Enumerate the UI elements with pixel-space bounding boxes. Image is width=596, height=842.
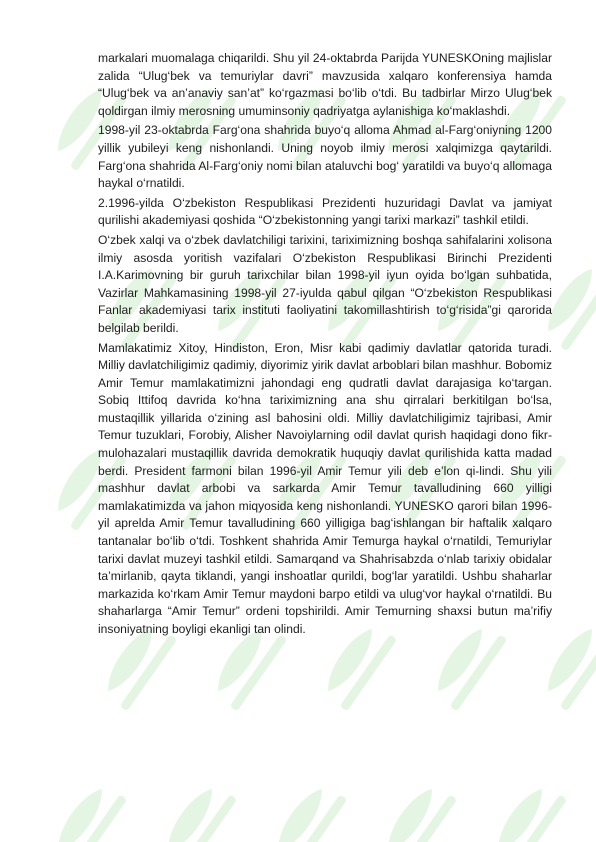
watermark-mark [486,778,567,842]
paragraph-1: markalari muomalaga chiqarildi. Shu yil 24-oktabrda Parijda YUNESKOning majlislar zalida “Ulug‘bek va temuriylar davri” mavzusida xalqaro konferensiya hamda “Ulug‘bek va an’anaviy san’at” ko‘rgazmasi bo‘lib o‘tdi. Bu tadbirlar Mirzo Ulug‘bek qoldirgan ilmiy merosning umuminsoniy qadriyatga aylanishiga ko‘maklashdi. [98,51,552,118]
paragraph-4: O‘zbek xalqi va o‘zbek davlatchiligi tarixini, tariximizning boshqa sahifalarini xolisona ilmiy asosda yoritish vazifalari O‘zbekiston Respublikasi Birinchi Prezidenti I.A.Karimovning bir guruh tarixchilar bilan 1998-yil iyun oyida bo‘lgan suhbatida, Vazirlar Mahkamasining 1998-yil 27-iyulda qabul qilgan “O‘zbekiston Respublikasi Fanlar akademiyasi tarix instituti faoliyatini takomillashtirish to‘g‘risida”gi qarorida belgilab berildi. [98,232,552,335]
paragraph-2: 1998-yil 23-oktabrda Farg‘ona shahrida buyo‘q alloma Ahmad al-Farg‘oniyning 1200 yillik yubileyi keng nishonlandi. Uning noyob ilmiy merosi xalqimizga qaytarildi. Farg‘ona shahrida Al-Farg‘oniy nomi bilan ataluvchi bog‘ yaratildi va buyo‘q allomaga haykal o‘rnatildi. [98,123,552,191]
watermark-mark [376,778,457,842]
watermark-mark [156,778,237,842]
paragraph-5: Mamlakatimiz Xitoy, Hindiston, Eron, Misr kabi qadimiy davlatlar qatorida turadi. Milliy davlatchiligimiz qadimiy, diyorimiz yirik davlat arboblari bilan mashhur. Bobomiz Amir Temur mamlakatimizni jahondagi eng qudratli davlat darajasiga ko‘targan. Sobiq Ittifoq davrida ko‘hna tariximizning ana shu qirralari berkitilgan bo‘lsa, mustaqillik yillarida o‘zining asl bahosini oldi. Milliy davlatchiligimiz tajribasi, Amir Temur tuzuklari, Forobiy, Alisher Navoiylarning odil davlat qurish haqidagi dono fikr-mulohazalari mustaqillik davrida demokratik huquqiy davlat qurilishida katta madad berdi. President farmoni bilan 1996-yil Amir Temur yili deb e’lon qi-lindi. Shu yili mashhur davlat arbobi va sarkarda Amir Temur tavalludining 660 yilligi mamlakatimizda va jahon miqyosida keng nishonlandi. YUNESKO qarori bilan 1996-yil aprelda Amir Temur tavalludining 660 yilligiga bag‘ishlangan bir haftalik xalqaro tantanalar bo‘lib o‘tdi. Toshkent shahrida Amir Temurga haykal o‘rnatildi, Temuriylar tarixi davlat muzeyi tashkil etildi. Samarqand va Shahrisabzda o‘nlab tarixiy obidalar ta’mirlanib, qayta tiklandi, yangi inshoatlar qurildi, bog‘lar yaratildi. Ushbu shaharlar markazida ko‘rkam Amir Temur maydoni barpo etildi va ulug‘vor haykal o‘rnatildi. Bu shaharlarga “Amir Temur” ordeni topshirildi. Amir Temurning shaxsi butun ma’rifiy insoniyatning boyligi ekanligi tan olindi. [98,340,552,636]
document-body [98,50,552,639]
watermark-mark [266,778,347,842]
paragraph-3: 2.1996-yilda O‘zbekiston Respublikasi Prezidenti huzuridagi Davlat va jamiyat qurilishi akademiyasi qoshida “O‘zbekistonning yangi tarixi markazi” tashkil etildi. [98,195,552,228]
watermark-mark [46,778,127,842]
